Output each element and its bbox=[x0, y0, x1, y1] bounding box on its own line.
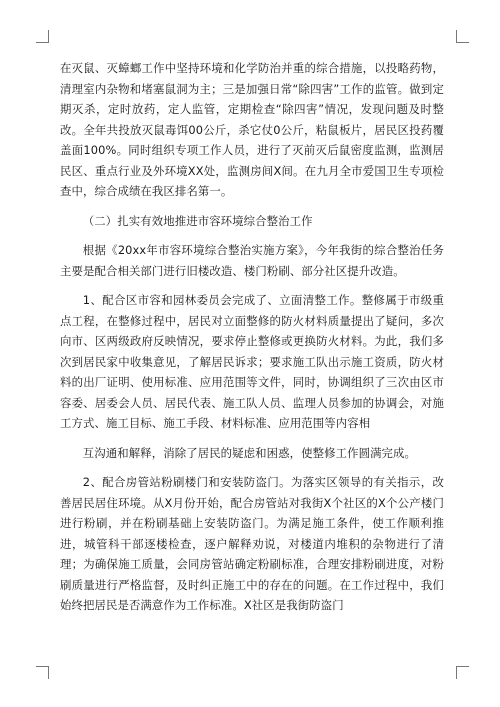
crop-mark-top-left bbox=[36, 30, 49, 43]
paragraph-communication-result: 互沟通和解释，消除了居民的疑虑和困惑，使整修工作圆满完成。 bbox=[82, 445, 417, 460]
paragraph-rectification-plan: 根据《20xx年市容环境综合整治实施方案》，今年我街的综合整治任务主要是配合相关部门进行旧楼改造、楼门粉刷、部分社区提升改造。 bbox=[60, 243, 444, 278]
crop-mark-top-right bbox=[456, 30, 469, 43]
paragraph-painting-security-doors: 2、配合房管站粉刷楼门和安装防盗门。为落实区领导的有关指示，改善居民居住环境。从X月份开始，配合房管站对我街X个社区的X个公产楼门进行粉刷，并在粉刷基础上安装防盗门。为满足施工条件，使工作顺利推进，城管科干部逐楼检查，逐户解释劝说，对楼道内堆积的杂物进行了清理；为确保施工质量，会同房管站确定粉刷标准，合理安排粉刷进度，对粉刷质量进行严格监督，及时纠正施工中的存在的问题。在工作过程中，我们始终把居民是否满意作为工作标准。X社区是我街防盗门 bbox=[60, 475, 444, 612]
document-body bbox=[60, 58, 444, 616]
crop-mark-bottom-right bbox=[456, 666, 469, 679]
paragraph-facade-renovation: 1、配合区市容和园林委员会完成了、立面清整工作。整修属于市级重点工程，在整修过程中，居民对立面整修的防火材料质量提出了疑问，多次向市、区两级政府反映情况，要求停止整修或更换防火材料。为此，我们多次到居民家中收集意见，了解居民诉求；要求施工队出示施工资质，防火材料的出厂证明、使用标准、应用范围等文件，同时，协调组织了三次由区市容委、居委会人员、居民代表、施工队人员、监理人员参加的协调会，对施工方式、施工目标、施工手段、材料标准、应用范围等内容相 bbox=[60, 293, 444, 430]
paragraph-pest-control: 在灭鼠、灭蟑螂工作中坚持环境和化学防治并重的综合措施，以投略药物，清理室内杂物和堵塞鼠洞为主；三是加强日常“除四害”工作的监管。做到定期灭杀，定时放药，定人监管，定期检查“除四害”情况，发现问题及时整改。全年共投放灭鼠毒饵00公斤，杀它仗0公斤，粘鼠板片，居民区投药覆盖面100%。同时组织专项工作人员，进行了灭前灭后鼠密度监测，监测居民区、重点行业及外环境XX处，监测房间X间。在九月全市爱国卫生专项检查中，综合成绩在我区排名第一。 bbox=[60, 61, 444, 198]
section-heading-city-environment: （二）扎实有效地推进市容环境综合整治工作 bbox=[82, 213, 313, 228]
crop-mark-bottom-left bbox=[36, 666, 49, 679]
